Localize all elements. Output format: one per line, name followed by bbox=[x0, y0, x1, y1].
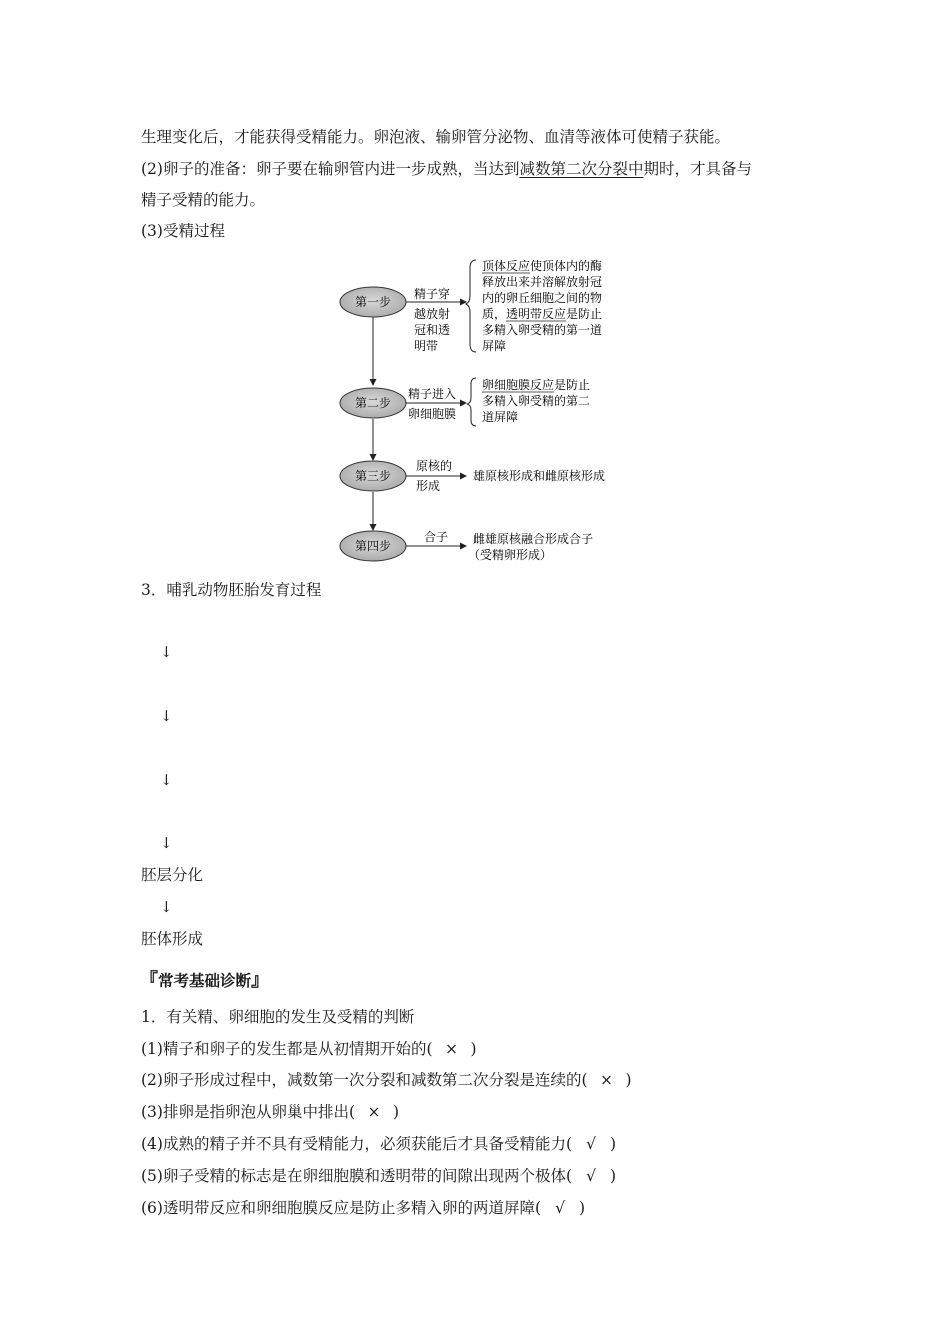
judgment-close: ) bbox=[610, 1135, 617, 1153]
judgment-close: ) bbox=[579, 1199, 586, 1217]
judgment-text: (4)成熟的精子并不具有受精能力，必须获能后才具备受精能力( bbox=[141, 1135, 573, 1153]
question-title: 1．有关精、卵细胞的发生及受精的判断 bbox=[141, 1008, 415, 1026]
judgment-text: (6)透明带反应和卵细胞膜反应是防止多精入卵的两道屏障( bbox=[141, 1199, 542, 1217]
flow-arrow-1: ↓ bbox=[160, 643, 173, 661]
diagnosis-section-title bbox=[140, 970, 269, 992]
step-1-brace bbox=[466, 260, 476, 352]
step-4-result-line-1: 雌雄原核融合形成合子 bbox=[473, 532, 594, 546]
egg-prep-line-2: 精子受精的能力。 bbox=[141, 191, 266, 209]
step-2-brace bbox=[467, 378, 476, 426]
step-3-result: 雄原核形成和雌原核形成 bbox=[473, 469, 606, 483]
step-2-action-line-1: 精子进入 bbox=[408, 387, 457, 401]
intro-line-1: 生理变化后，才能获得受精能力。卵泡液、输卵管分泌物、血清等液体可使精子获能。 bbox=[141, 128, 731, 146]
step-2-result-line-1: 卵细胞膜反应是防止 bbox=[482, 378, 591, 392]
flow-arrow-5: ↓ bbox=[160, 898, 173, 916]
step-2-result-line-3: 道屏障 bbox=[482, 410, 519, 424]
flow-arrow-4: ↓ bbox=[160, 834, 173, 852]
judgment-close: ) bbox=[470, 1040, 477, 1058]
step-3-label: 第三步 bbox=[354, 469, 392, 483]
step-1-result-line-6: 屏障 bbox=[482, 339, 507, 353]
step-1-action-line-1: 精子穿 bbox=[414, 287, 451, 301]
judgment-text: (1)精子和卵子的发生都是从初情期开始的( bbox=[141, 1040, 433, 1058]
judgment-close: ) bbox=[610, 1167, 617, 1185]
stage-body-formation: 胚体形成 bbox=[141, 930, 204, 948]
judgment-close: ) bbox=[625, 1071, 632, 1089]
step-1-action-line-4: 明带 bbox=[414, 339, 439, 353]
wrong-mark: × bbox=[600, 1071, 614, 1089]
judgment-close: ) bbox=[393, 1103, 400, 1121]
flow-arrow-2: ↓ bbox=[160, 707, 173, 725]
flow-arrow-3: ↓ bbox=[160, 771, 173, 789]
check-mark: √ bbox=[586, 1135, 596, 1153]
check-mark: √ bbox=[586, 1167, 596, 1185]
step-4-label: 第四步 bbox=[354, 539, 392, 553]
check-mark: √ bbox=[555, 1199, 565, 1217]
egg-preparation-line bbox=[141, 159, 752, 179]
step-1-result-line-3: 内的卵丘细胞之间的物 bbox=[482, 291, 603, 305]
step-4-result-line-2: （受精卵形成） bbox=[468, 548, 553, 562]
judgment-item-2 bbox=[141, 1070, 632, 1090]
step-3-action-line-1: 原核的 bbox=[416, 459, 453, 473]
diagnosis-title-text: 常考基础诊断 bbox=[158, 972, 252, 990]
step-2-action-line-2: 卵细胞膜 bbox=[408, 407, 457, 421]
egg-prep-prefix: (2)卵子的准备：卵子要在输卵管内进一步成熟，当达到 bbox=[141, 160, 520, 178]
judgment-text: (3)排卵是指卵泡从卵巢中排出( bbox=[141, 1103, 356, 1121]
bracket-left: 『 bbox=[140, 970, 158, 991]
bracket-right: 』 bbox=[251, 970, 270, 991]
wrong-mark: × bbox=[367, 1103, 381, 1121]
stage-germ-layer-differentiation: 胚层分化 bbox=[141, 866, 204, 884]
step-1-label: 第一步 bbox=[354, 295, 392, 309]
step-1-result-line-5: 多精入卵受精的第一道 bbox=[482, 323, 603, 337]
judgment-text: (5)卵子受精的标志是在卵细胞膜和透明带的间隙出现两个极体( bbox=[141, 1167, 573, 1185]
judgment-item-6 bbox=[141, 1198, 585, 1218]
step-2-label: 第二步 bbox=[354, 396, 392, 410]
judgment-item-1 bbox=[141, 1039, 477, 1059]
judgment-item-3 bbox=[141, 1102, 399, 1122]
egg-prep-underlined: 减数第二次分裂中 bbox=[519, 160, 644, 178]
fertilization-process-heading: (3)受精过程 bbox=[141, 222, 225, 240]
egg-prep-suffix: 期时，才具备与 bbox=[643, 160, 752, 178]
step-2-result-line-2: 多精入卵受精的第二 bbox=[482, 394, 591, 408]
judgment-item-4 bbox=[141, 1134, 616, 1154]
judgment-text: (2)卵子形成过程中，减数第一次分裂和减数第二次分裂是连续的( bbox=[141, 1071, 588, 1089]
development-title: 3．哺乳动物胚胎发育过程 bbox=[141, 581, 322, 599]
step-1-result-line-1: 顶体反应使顶体内的酶 bbox=[482, 259, 603, 273]
wrong-mark: × bbox=[445, 1040, 459, 1058]
step-1-result-line-2: 释放出来并溶解放射冠 bbox=[482, 275, 603, 289]
step-1-result-line-4: 质，透明带反应是防止 bbox=[482, 307, 603, 321]
fertilization-diagram bbox=[330, 252, 630, 567]
judgment-item-5 bbox=[141, 1166, 616, 1186]
step-4-action: 合子 bbox=[424, 530, 449, 544]
step-1-action-line-2: 越放射 bbox=[414, 307, 451, 321]
step-3-action-line-2: 形成 bbox=[416, 479, 441, 493]
step-1-action-line-3: 冠和透 bbox=[414, 323, 451, 337]
